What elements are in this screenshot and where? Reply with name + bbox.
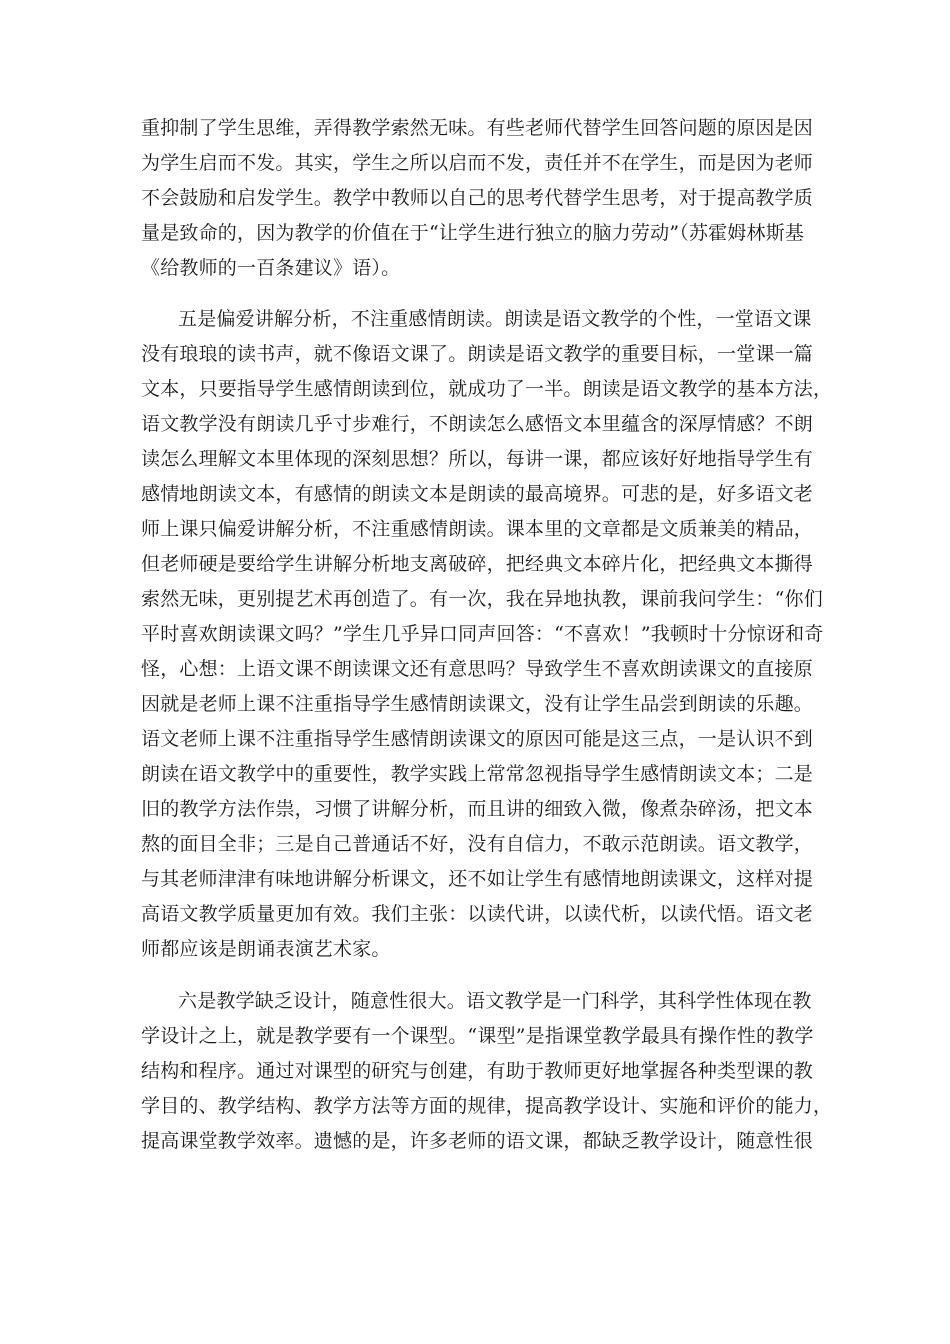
text-line: 师上课只偏爱讲解分析，不注重感情朗读。课本里的文章都是文质兼美的精品， xyxy=(141,518,814,540)
text-line: 学设计之上，就是教学要有一个课型。“课型”是指课堂教学最具有操作性的教学 xyxy=(141,1025,814,1047)
text-line: 熬的面目全非；三是自己普通话不好，没有自信力，不敢示范朗读。语文教学， xyxy=(141,833,814,855)
text-line: 与其老师津津有味地讲解分析课文，还不如让学生有感情地朗读课文，这样对提 xyxy=(141,868,814,890)
text-line: 读怎么理解文本里体现的深刻思想？所以，每讲一课，都应该好好地指导学生有 xyxy=(141,448,814,470)
text-line: 朗读在语文教学中的重要性，教学实践上常常忽视指导学生感情朗读文本；二是 xyxy=(141,763,814,785)
text-line: 文本，只要指导学生感情朗读到位，就成功了一半。朗读是语文教学的基本方法， xyxy=(141,378,833,400)
text-line: 语文教学没有朗读几乎寸步难行，不朗读怎么感悟文本里蕴含的深厚情感？不朗 xyxy=(141,413,814,435)
text-line: 为学生启而不发。其实，学生之所以启而不发，责任并不在学生，而是因为老师 xyxy=(141,152,814,174)
text-line: 平时喜欢朗读课文吗？”学生几乎异口同声回答：“不喜欢！”我顿时十分惊讶和奇 xyxy=(141,623,824,645)
text-line: 量是致命的，因为教学的价值在于“让学生进行独立的脑力劳动”（苏霍姆林斯基 xyxy=(141,222,805,244)
paragraph-first-line: 五是偏爱讲解分析，不注重感情朗读。朗读是语文教学的个性，一堂语文课 xyxy=(178,308,812,330)
text-line: 旧的教学方法作祟，习惯了讲解分析，而且讲的细致入微，像煮杂碎汤，把文本 xyxy=(141,798,814,820)
text-line: 但老师硬是要给学生讲解分析地支离破碎，把经典文本碎片化，把经典文本撕得 xyxy=(141,553,814,575)
text-line: 因就是老师上课不注重指导学生感情朗读课文，没有让学生品尝到朗读的乐趣。 xyxy=(141,693,814,715)
text-line: 不会鼓励和启发学生。教学中教师以自己的思考代替学生思考，对于提高教学质 xyxy=(141,187,814,209)
text-line: 师都应该是朗诵表演艺术家。 xyxy=(141,938,391,960)
text-line: 语文老师上课不注重指导学生感情朗读课文的原因可能是这三点，一是认识不到 xyxy=(141,728,814,750)
text-line: 感情地朗读文本，有感情的朗读文本是朗读的最高境界。可悲的是，好多语文老 xyxy=(141,483,814,505)
text-line: 高语文教学质量更加有效。我们主张：以读代讲，以读代析，以读代悟。语文老 xyxy=(141,903,814,925)
text-line: 怪，心想：上语文课不朗读课文还有意思吗？导致学生不喜欢朗读课文的直接原 xyxy=(141,658,814,680)
text-line: 《给教师的一百条建议》语）。 xyxy=(141,257,401,279)
text-line: 索然无味，更别提艺术再创造了。有一次，我在异地执教，课前我问学生：“你们 xyxy=(141,588,823,610)
text-line: 没有琅琅的读书声，就不像语文课了。朗读是语文教学的重要目标，一堂课一篇 xyxy=(141,343,814,365)
text-line: 结构和程序。通过对课型的研究与创建，有助于教师更好地掌握各种类型课的教 xyxy=(141,1060,814,1082)
text-line: 重抑制了学生思维，弄得教学索然无味。有些老师代替学生回答问题的原因是因 xyxy=(141,117,814,139)
text-line: 学目的、教学结构、教学方法等方面的规律，提高教学设计、实施和评价的能力， xyxy=(141,1095,833,1117)
paragraph-first-line: 六是教学缺乏设计，随意性很大。语文教学是一门科学，其科学性体现在教 xyxy=(178,990,812,1012)
text-line: 提高课堂教学效率。遗憾的是，许多老师的语文课，都缺乏教学设计，随意性很 xyxy=(141,1130,814,1152)
